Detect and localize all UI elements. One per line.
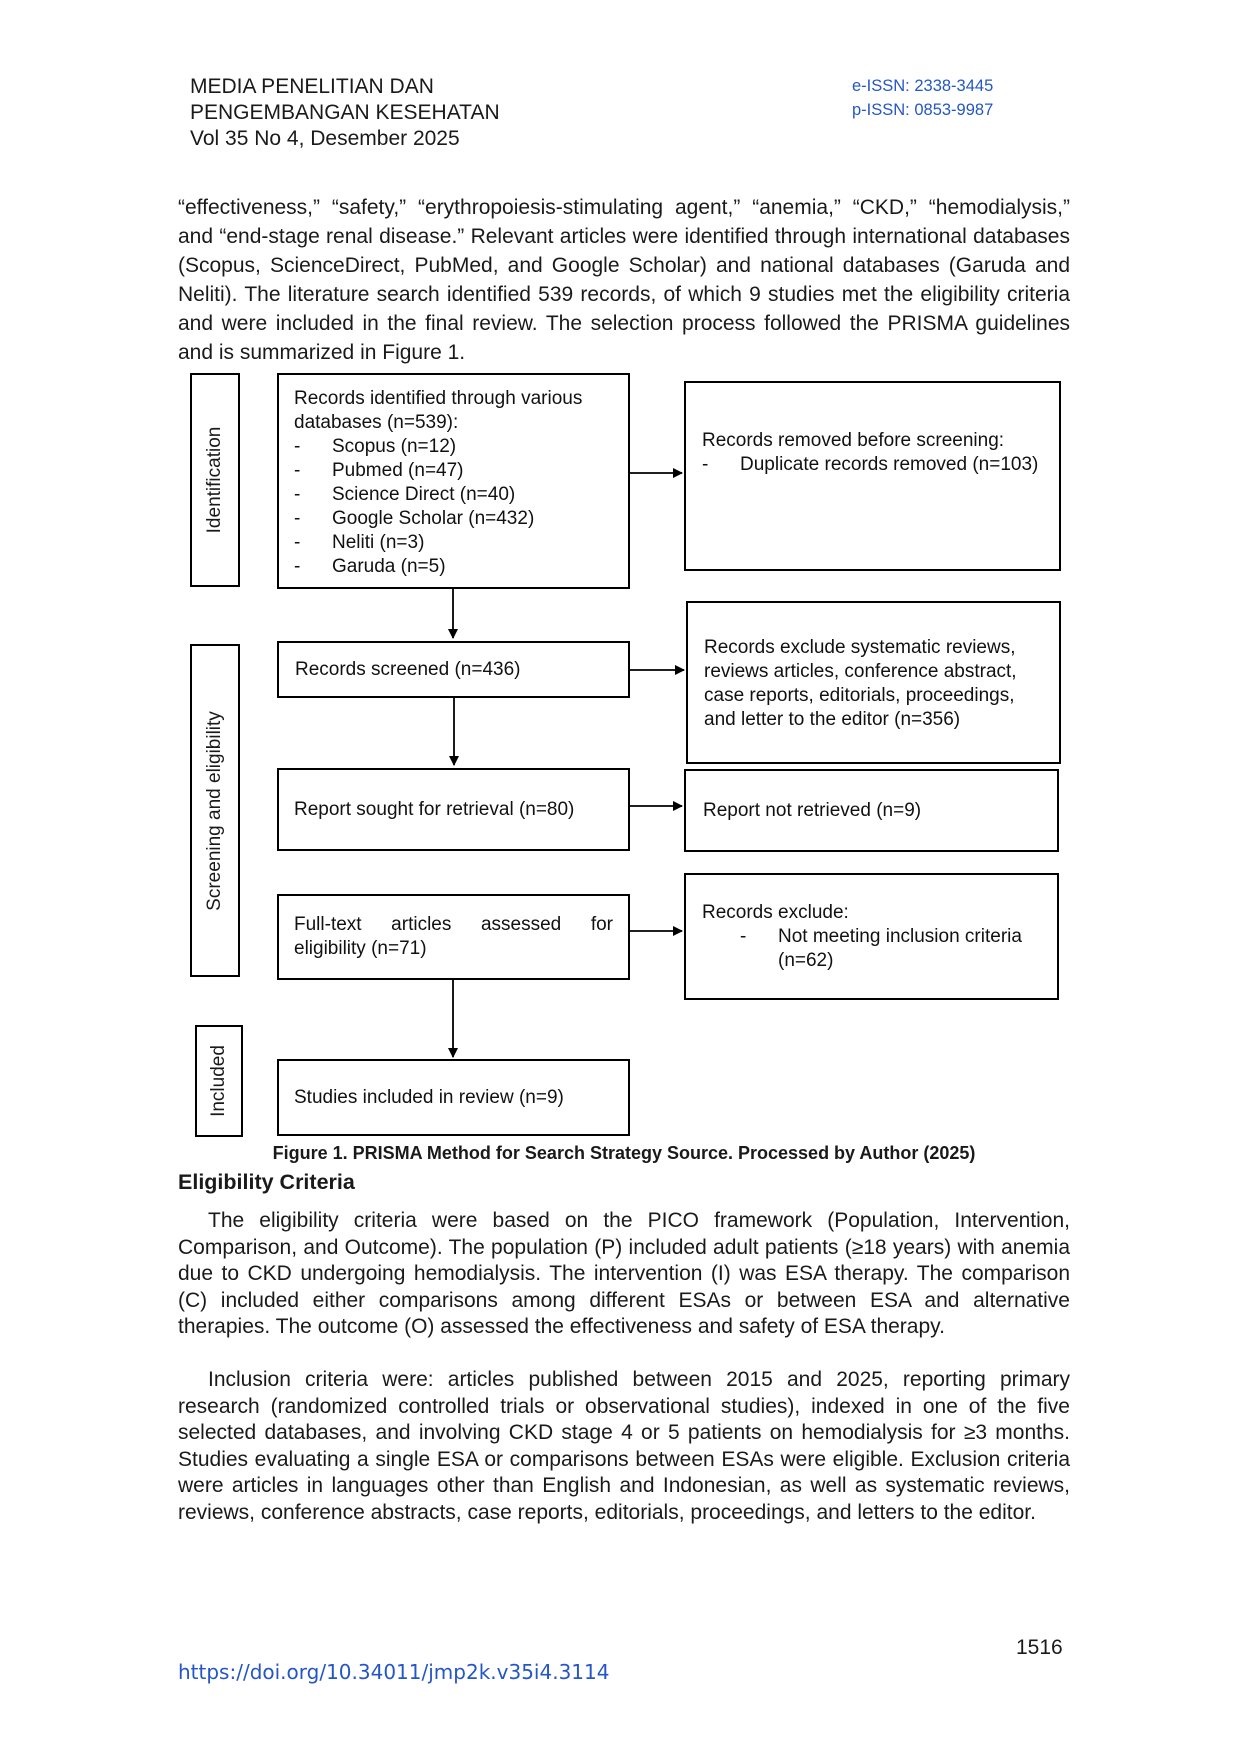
box-full-text-assessed: Full-text articles assessed for eligibility (n=71) xyxy=(277,894,630,980)
paragraph: Inclusion criteria were: articles published between 2015 and 2025, reporting primary research (randomized controlled trials or observational studies), indexed in one of the five selected databases, and involving CKD stage 4 or 5 patients on hemodialysis for ≥3 months. Studies evaluating a single ESA or comparisons between ESAs were eligible. Exclusion criteria were articles in languages other than English and Indonesian, as well as systematic reviews, reviews, conference abstracts, case reports, editorials, proceedings, and letters to the editor. xyxy=(178,1368,1070,1524)
figure-caption: Figure 1. PRISMA Method for Search Strategy Source. Processed by Author (2025) xyxy=(272,1143,976,1163)
page-number: 1516 xyxy=(1016,1636,1063,1659)
box-records-screened: Records screened (n=436) xyxy=(277,641,630,698)
box-report-not-retrieved: Report not retrieved (n=9) xyxy=(684,769,1059,852)
intro-paragraph: “effectiveness,” “safety,” “erythropoiesis-stimulating agent,” “anemia,” “CKD,” “hemodialysis,” and “end-stage renal disease.” Relevant articles were identified through international databases (Scopus, ScienceDirect, PubMed, and Google Scholar) and national databases (Garuda and Neliti). The literature search identified 539 records, of which 9 studies met the eligibility criteria and were included in the final review. The selection process followed the PRISMA guidelines and is summarized in Figure 1. xyxy=(178,196,1070,364)
box-title: Records identified through various databases (n=539): xyxy=(294,388,583,433)
phase-included: Included xyxy=(195,1025,243,1137)
box-title: Records exclude: xyxy=(702,902,849,923)
box-title: Records removed before screening: xyxy=(702,430,1005,451)
journal-title-line: MEDIA PENELITIAN DAN xyxy=(190,75,434,98)
list-item: - Duplicate records removed (n=103) xyxy=(702,454,1039,475)
eissn: e-ISSN: 2338-3445 xyxy=(852,77,994,95)
phase-screening-eligibility: Screening and eligibility xyxy=(190,644,240,977)
box-report-sought: Report sought for retrieval (n=80) xyxy=(277,768,630,851)
doi-link[interactable]: https://doi.org/10.34011/jmp2k.v35i4.3114 xyxy=(178,1660,610,1684)
list-item: - Not meeting inclusion criteria (n=62) xyxy=(740,926,1022,971)
paragraph: The eligibility criteria were based on the PICO framework (Population, Intervention, Comparison, and Outcome). The population (P) included adult patients (≥18 years) with anemia due to CKD undergoing hemodialysis. The intervention (I) was ESA therapy. The comparison (C) included either comparisons among different ESAs or between ESA and alternative therapies. The outcome (O) assessed the effectiveness and safety of ESA therapy. xyxy=(178,1209,1070,1338)
box-studies-included: Studies included in review (n=9) xyxy=(277,1059,630,1136)
list-item: - Neliti (n=3) xyxy=(294,532,425,553)
list-item: - Pubmed (n=47) xyxy=(294,460,464,481)
list-item: - Science Direct (n=40) xyxy=(294,484,516,505)
list-item: - Google Scholar (n=432) xyxy=(294,508,535,529)
box-records-identified xyxy=(277,373,630,589)
box-records-removed xyxy=(684,381,1061,571)
journal-volume: Vol 35 No 4, Desember 2025 xyxy=(190,127,460,150)
list-item: - Scopus (n=12) xyxy=(294,436,457,457)
section-heading: Eligibility Criteria xyxy=(178,1170,355,1194)
pissn: p-ISSN: 0853-9987 xyxy=(852,101,994,119)
journal-title-line: PENGEMBANGAN KESEHATAN xyxy=(190,101,500,124)
box-records-excluded-types: Records exclude systematic reviews, reviews articles, conference abstract, case reports, editorials, proceedings, and letter to the editor (n=356) xyxy=(686,601,1061,764)
box-records-excluded-criteria xyxy=(684,873,1059,1000)
list-item: - Garuda (n=5) xyxy=(294,556,446,577)
phase-identification: Identification xyxy=(190,373,240,587)
